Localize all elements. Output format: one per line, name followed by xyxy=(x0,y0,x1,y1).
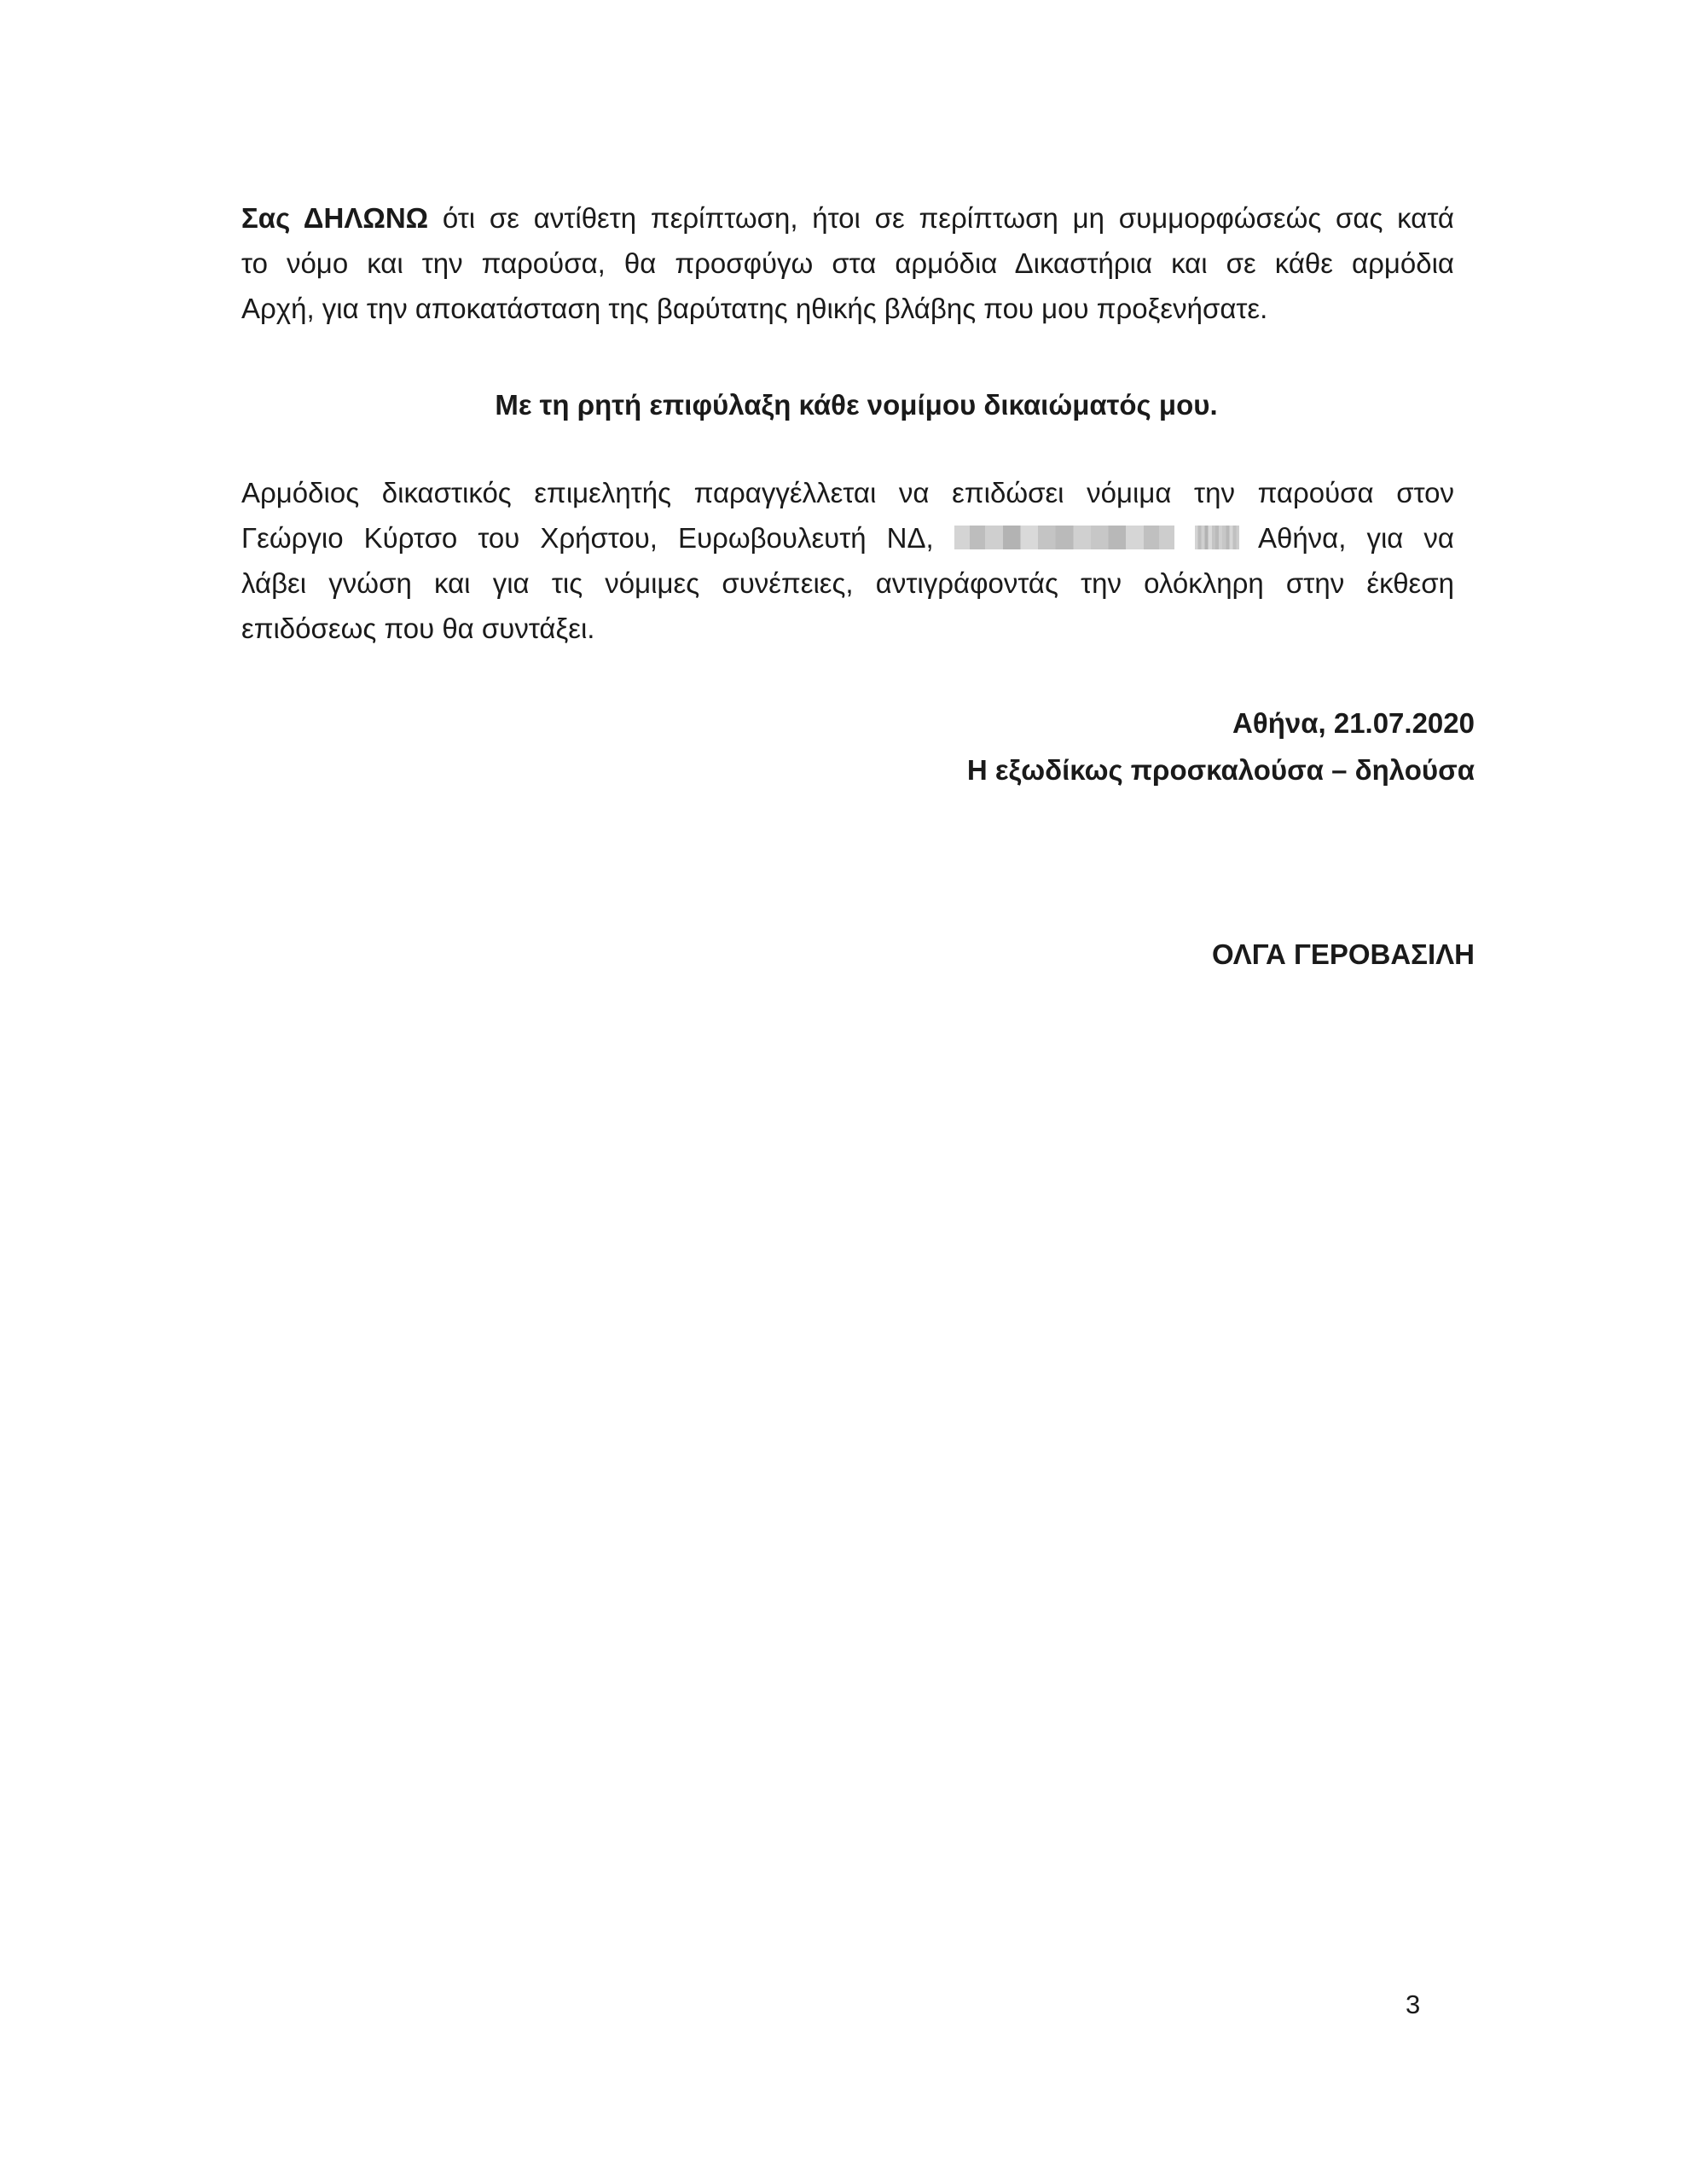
service-line-3: λάβει γνώση και για τις νόμιμες συνέπειες, αντιγράφοντάς την ολόκληρη στην έκθεση xyxy=(241,567,1454,599)
service-line-1: Αρμόδιος δικαστικός επιμελητής παραγγέλλεται να επιδώσει νόμιμα την παρούσα στον xyxy=(241,477,1454,508)
declaration-lead: Σας ΔΗΛΩΝΩ xyxy=(241,202,429,234)
signatory-role: Η εξωδίκως προσκαλούσα – δηλούσα xyxy=(966,754,1475,786)
declaration-line-2: το νόμο και την παρούσα, θα προσφύγω στα αρμόδια Δικαστήρια και σε κάθε αρμόδια xyxy=(241,247,1454,279)
signatory-name: ΟΛΓΑ ΓΕΡΟΒΑΣΙΛΗ xyxy=(1211,938,1475,970)
page-number: 3 xyxy=(1406,1989,1421,2019)
service-line-2-before: Γεώργιο Κύρτσο του Χρήστου, Ευρωβουλευτή ΝΔ, xyxy=(241,522,934,554)
declaration-line-3: Αρχή, για την αποκατάσταση της βαρύτατης ηθικής βλάβης που μου προξενήσατε. xyxy=(241,293,1268,324)
service-line-4: επιδόσεως που θα συντάξει. xyxy=(241,613,595,644)
rights-reservation: Με τη ρητή επιφύλαξη κάθε νομίμου δικαιώματός μου. xyxy=(495,389,1218,421)
declaration-line-1-text: ότι σε αντίθετη περίπτωση, ήτοι σε περίπτωση μη συμμορφώσεώς σας κατά xyxy=(428,202,1454,234)
service-paragraph xyxy=(241,470,1454,651)
redacted-address-block xyxy=(954,526,1174,549)
service-line-2-after: Αθήνα, για να xyxy=(1257,522,1454,554)
declaration-paragraph xyxy=(241,195,1454,331)
declaration-line-1 xyxy=(241,195,1454,241)
redacted-address-number xyxy=(1195,526,1239,549)
place-and-date: Αθήνα, 21.07.2020 xyxy=(1232,707,1475,739)
service-line-2 xyxy=(241,515,1454,561)
